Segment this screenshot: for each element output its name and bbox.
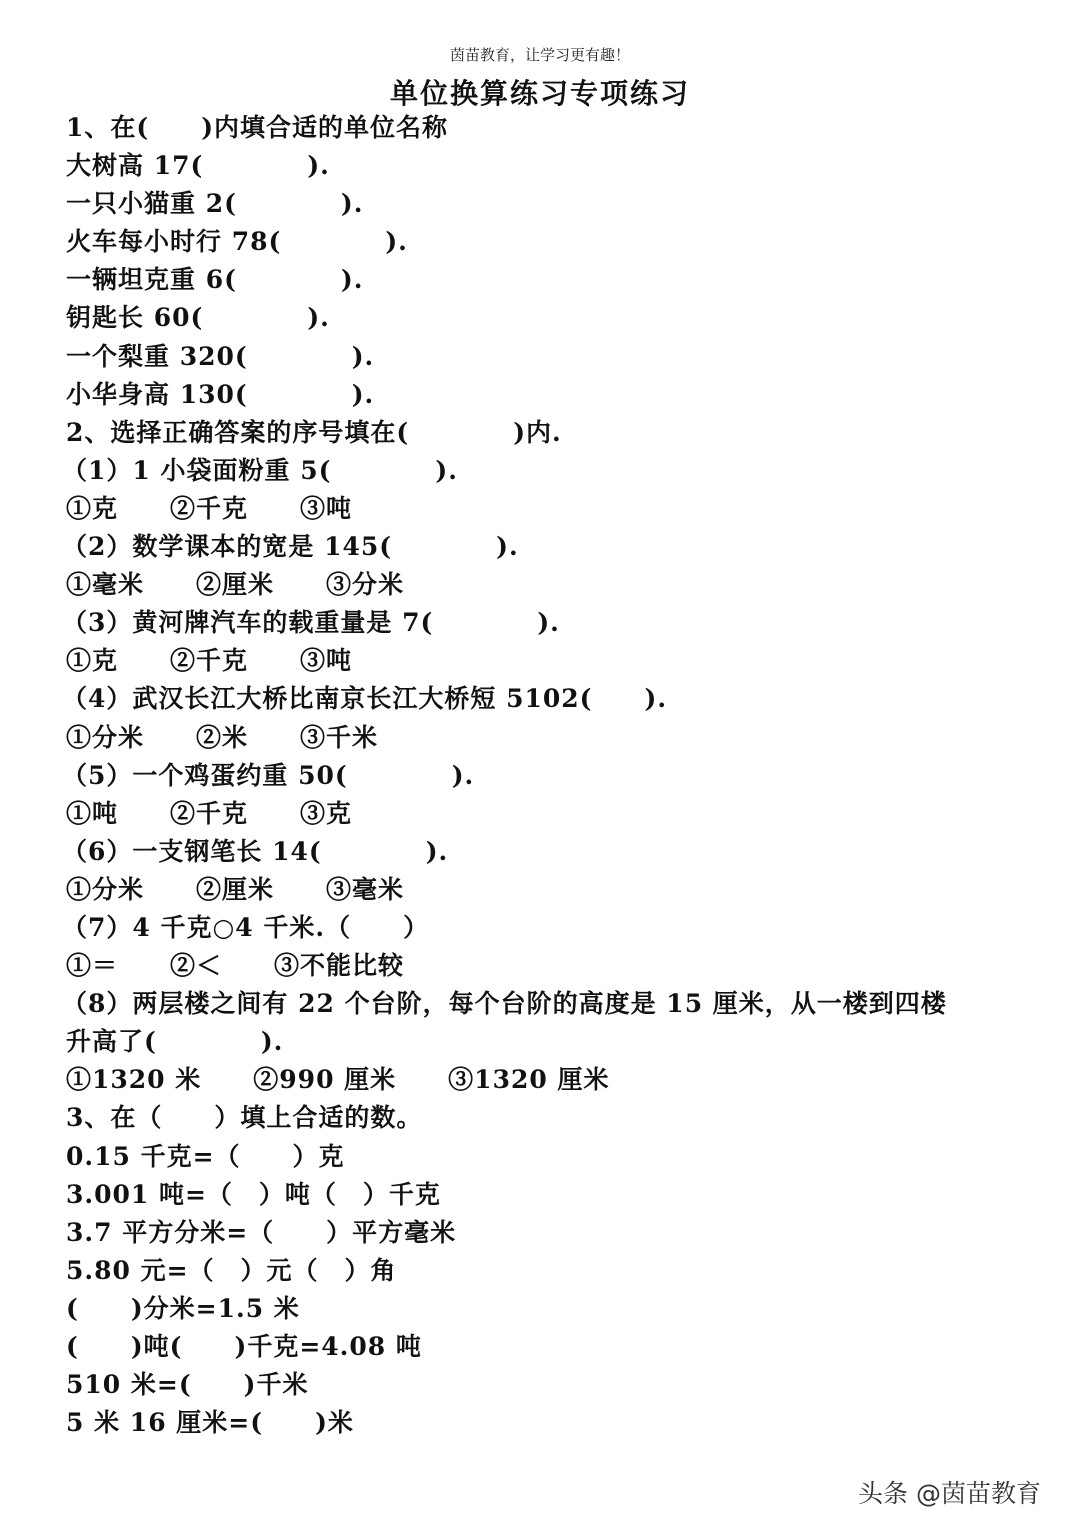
worksheet-line: （8）两层楼之间有 22 个台阶，每个台阶的高度是 15 厘米，从一楼到四楼	[62, 989, 947, 1019]
worksheet-line: （3）黄河牌汽车的载重量是 7( ).	[62, 608, 560, 638]
worksheet-body	[62, 109, 1046, 1442]
worksheet-line: （5）一个鸡蛋约重 50( ).	[62, 760, 475, 790]
worksheet-line: 3.7 平方分米=（ ）平方毫米	[66, 1217, 457, 1247]
worksheet-line: ①分米 ②厘米 ③毫米	[66, 874, 405, 904]
worksheet-line: （6）一支钢笔长 14( ).	[62, 836, 449, 866]
worksheet-line: ①＝ ②＜ ③不能比较	[66, 951, 405, 981]
worksheet-line: 一只小猫重 2( ).	[66, 189, 364, 219]
worksheet-line: ①1320 米 ②990 厘米 ③1320 厘米	[66, 1065, 610, 1095]
worksheet-line: 3、在（ ）填上合适的数。	[66, 1103, 423, 1133]
worksheet-line: 一辆坦克重 6( ).	[66, 265, 364, 295]
worksheet-line: 2、选择正确答案的序号填在( )内.	[66, 417, 562, 447]
worksheet-line: （7）4 千克○4 千米.（ ）	[62, 912, 430, 942]
page-title: 单位换算练习专项练习	[389, 77, 690, 110]
worksheet-line: ①分米 ②米 ③千米	[66, 722, 379, 752]
worksheet-line: 火车每小时行 78( ).	[66, 227, 408, 257]
worksheet-line: 510 米=( )千米	[66, 1370, 309, 1400]
worksheet-line: 1、在( )内填合适的单位名称	[66, 113, 449, 142]
worksheet-line: 钥匙长 60( ).	[66, 303, 330, 333]
worksheet-line: ①吨 ②千克 ③克	[66, 798, 353, 828]
worksheet-line: ①毫米 ②厘米 ③分米	[66, 570, 405, 600]
worksheet-line: ①克 ②千克 ③吨	[66, 646, 353, 676]
worksheet-line: 升高了( ).	[66, 1027, 284, 1057]
watermark: 头条 @茵苗教育	[858, 1479, 1041, 1508]
worksheet-line: 大树高 17( ).	[66, 151, 330, 181]
worksheet-line: （1）1 小袋面粉重 5( ).	[62, 455, 458, 485]
worksheet-line: 3.001 吨=（ ）吨（ ）千克	[66, 1179, 441, 1209]
page-header: 茵苗教育，让学习更有趣！	[449, 46, 630, 64]
worksheet-line: 5 米 16 厘米=( )米	[66, 1408, 354, 1438]
worksheet-line: 5.80 元=（ ）元（ ）角	[66, 1255, 397, 1285]
worksheet-line: （2）数学课本的宽是 145( ).	[62, 532, 519, 562]
worksheet-line: ( )吨( )千克=4.08 吨	[66, 1332, 422, 1361]
worksheet-line: 0.15 千克=（ ）克	[66, 1141, 345, 1171]
worksheet-line: ( )分米=1.5 米	[66, 1293, 300, 1323]
worksheet-line: ①克 ②千克 ③吨	[66, 493, 353, 523]
worksheet-line: 小华身高 130( ).	[66, 379, 375, 409]
worksheet-line: 一个梨重 320( ).	[66, 341, 375, 371]
worksheet-line: （4）武汉长江大桥比南京长江大桥短 5102( ).	[62, 684, 668, 714]
